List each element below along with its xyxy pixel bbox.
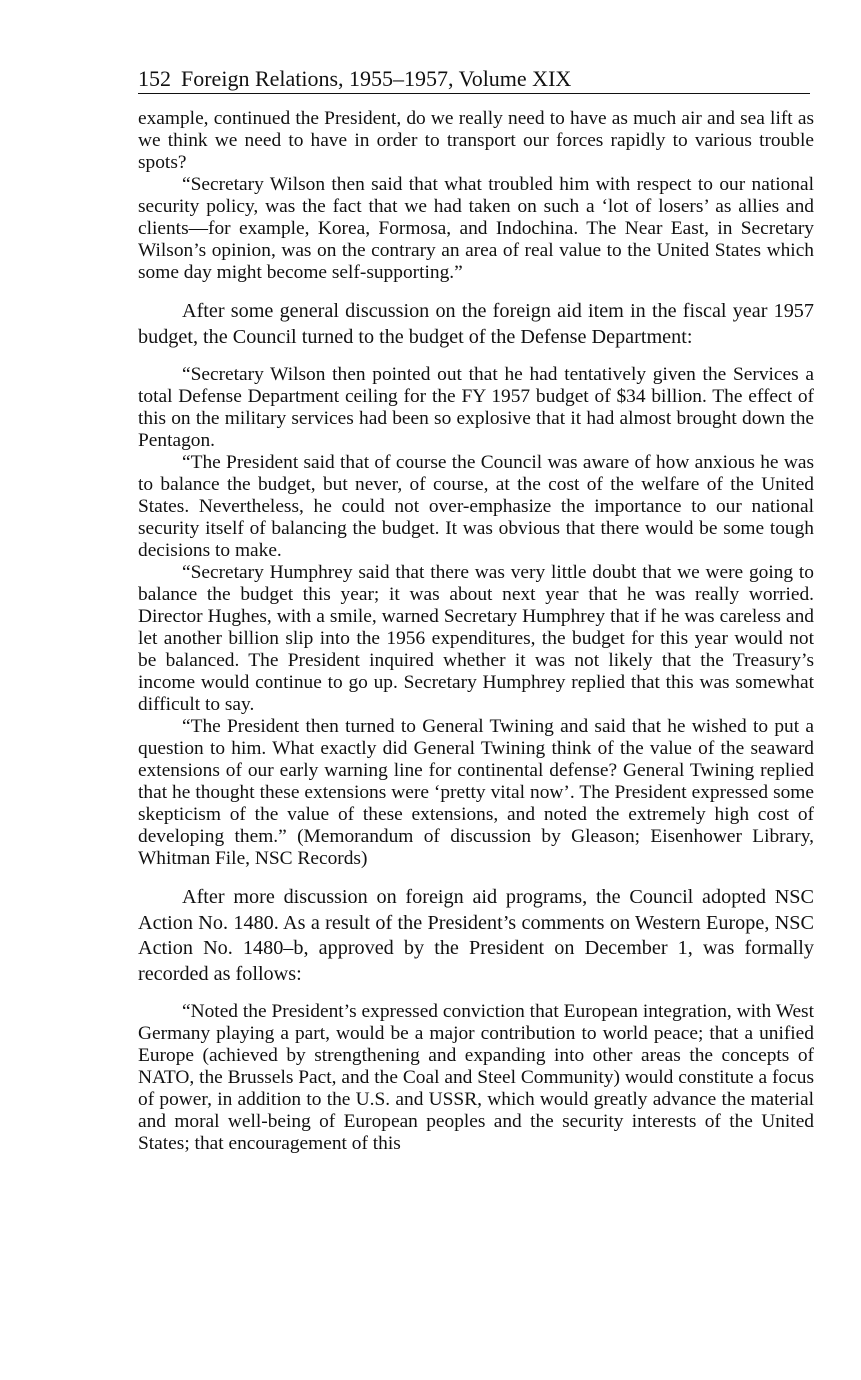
- page-number: 152: [138, 66, 171, 91]
- running-title: Foreign Relations, 1955–1957, Volume XIX: [181, 66, 572, 91]
- quote-paragraph-humphrey: “Secretary Humphrey said that there was very little doubt that we were going to balance the budget this year; it was about next year that he was really worried. Director Hughes, with a smile, warned Secretary Humphrey that if he was careless and let another billion slip into the 1956 expenditures, the budget for this year would not be balanced. The President inquired whether it was not likely that the Treasury’s income would continue to go up. Secretary Humphrey replied that this was somewhat difficult to say.: [138, 562, 814, 715]
- quote-paragraph-balance-budget: “The President said that of course the Council was aware of how anxious he was to balance the budget, but never, of course, at the cost of the welfare of the United States. Nevertheless, he could not over-emphasize the importance to our national security itself of balancing the budget. It was obvious that there would be some tough decisions to make.: [138, 452, 814, 561]
- document-page: [138, 66, 814, 1155]
- narrative-paragraph-budget: After some general discussion on the foreign aid item in the fiscal year 1957 budget, the Council turned to the budget of the Defense Department:: [138, 300, 814, 348]
- quote-paragraph-wilson-losers: “Secretary Wilson then said that what troubled him with respect to our national security policy, was the fact that we had taken on such a ‘lot of losers’ as allies and clients—for example, Korea, Formosa, and Indochina. The Near East, in Secretary Wilson’s opinion, was on the contrary an area of real value to the United States which some day might become self-supporting.”: [138, 174, 814, 283]
- narrative-paragraph-nsc-action: After more discussion on foreign aid programs, the Council adopted NSC Action No. 1480. As a result of the President’s comments on Western Europe, NSC Action No. 1480–b, approved by the President on December 1, was formally recorded as follows:: [138, 886, 814, 985]
- page-body: [138, 108, 814, 1155]
- quote-paragraph-continuation: example, continued the President, do we really need to have as much air and sea lift as we think we need to have in order to transport our forces rapidly to various trouble spots?: [138, 108, 814, 173]
- running-header: [138, 66, 810, 94]
- quote-paragraph-defense-ceiling: “Secretary Wilson then pointed out that he had tentatively given the Services a total Defense Department ceiling for the FY 1957 budget of $34 billion. The effect of this on the military services had been so explosive that it had almost brought down the Pentagon.: [138, 364, 814, 451]
- quote-paragraph-european-integration: “Noted the President’s expressed conviction that European integration, with West Germany playing a part, would be a major contribution to world peace; that a unified Europe (achieved by strengthening and expanding into other areas the concepts of NATO, the Brussels Pact, and the Coal and Steel Community) would constitute a focus of power, in addition to the U.S. and USSR, which would greatly advance the material and moral well-being of European peoples and the security interests of the United States; that encouragement of this: [138, 1001, 814, 1154]
- quote-paragraph-twining: “The President then turned to General Twining and said that he wished to put a question to him. What exactly did General Twining think of the value of the seaward extensions of our early warning line for continental defense? General Twining replied that he thought these extensions were ‘pretty vital now’. The President expressed some skepticism of the value of these extensions, and noted the extremely high cost of developing them.” (Memorandum of discussion by Gleason; Eisenhower Library, Whitman File, NSC Records): [138, 716, 814, 869]
